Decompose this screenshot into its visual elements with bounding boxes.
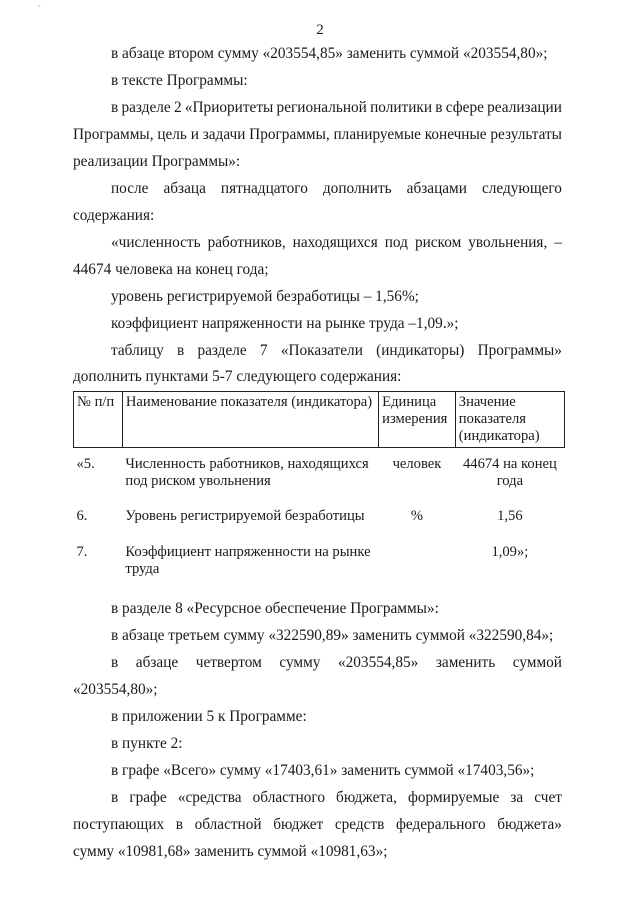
paragraph-2: в тексте Программы:: [111, 72, 248, 89]
paragraph-3-line-1: в разделе 2 «Приоритеты региональной политики в сфере реализации: [111, 99, 562, 116]
row-name: Уровень регистрируемой безработицы: [125, 508, 365, 524]
row-num: 7.: [76, 544, 88, 560]
page-number: 2: [316, 22, 324, 38]
row-num: «5.: [76, 456, 95, 472]
table-header-row: [74, 392, 565, 448]
paragraph-8-line-1: таблицу в разделе 7 «Показатели (индикаторы) Программы»: [111, 342, 562, 359]
row-unit: %: [410, 508, 424, 524]
paragraph-9: в разделе 8 «Ресурсное обеспечение Программы»:: [111, 600, 439, 617]
row-num: 6.: [76, 508, 88, 524]
header-num: № п/п: [74, 392, 123, 448]
paragraph-12: в приложении 5 к Программе:: [111, 708, 307, 725]
paragraph-15-line-1: в графе «средства областного бюджета, формируемые за счет: [111, 789, 562, 806]
paragraph-13: в пункте 2:: [111, 735, 183, 752]
paragraph-3-line-2: Программы, цель и задачи Программы, планируемые конечные результаты: [73, 126, 562, 143]
table-row: [74, 536, 565, 584]
row-value: 44674 на конец года: [462, 456, 557, 489]
indicators-table: [73, 391, 565, 584]
row-name: Численность работников, находящихся под риском увольнения: [125, 456, 369, 489]
paragraph-4-line-1: после абзаца пятнадцатого дополнить абзацами следующего: [111, 180, 562, 197]
paragraph-4-line-2: содержания:: [73, 207, 155, 224]
row-value: 1,56: [497, 508, 523, 524]
paragraph-6: уровень регистрируемой безработицы – 1,56%;: [111, 288, 419, 305]
paragraph-11-line-1: в абзаце четвертом сумму «203554,85» заменить суммой: [111, 654, 562, 671]
row-value: 1,09»;: [491, 544, 529, 560]
row-unit: человек: [392, 456, 442, 472]
paragraph-3-line-3: реализации Программы»:: [73, 153, 241, 170]
paragraph-15-line-3: сумму «10981,68» заменить суммой «10981,63»;: [73, 843, 388, 860]
paragraph-5-line-1: «численность работников, находящихся под риском увольнения, –: [111, 234, 562, 251]
row-name: Коэффициент напряженности на рынке труда: [125, 544, 371, 577]
table-row: [74, 448, 565, 501]
paragraph-14: в графе «Всего» сумму «17403,61» заменить суммой «17403,56»;: [111, 762, 535, 779]
table-row: [74, 500, 565, 536]
header-name: Наименование показателя (индикатора): [122, 392, 378, 448]
paragraph-1: в абзаце втором сумму «203554,85» заменить суммой «203554,80»;: [111, 45, 548, 62]
paragraph-7: коэффициент напряженности на рынке труда –1,09.»;: [111, 315, 459, 332]
paragraph-10: в абзаце третьем сумму «322590,89» заменить суммой «322590,84»;: [111, 627, 554, 644]
paragraph-11-line-2: «203554,80»;: [73, 681, 158, 698]
header-value: Значение показателя (индикатора): [455, 392, 564, 448]
header-unit: Единица измерения: [379, 392, 456, 448]
row-unit: [379, 536, 456, 584]
paragraph-8-line-2: дополнить пунктами 5-7 следующего содержания:: [73, 368, 402, 385]
corner-mark: ˇ: [38, 4, 41, 13]
paragraph-5-line-2: 44674 человека на конец года;: [73, 261, 269, 278]
paragraph-15-line-2: поступающих в областной бюджет средств федерального бюджета»: [73, 816, 562, 833]
